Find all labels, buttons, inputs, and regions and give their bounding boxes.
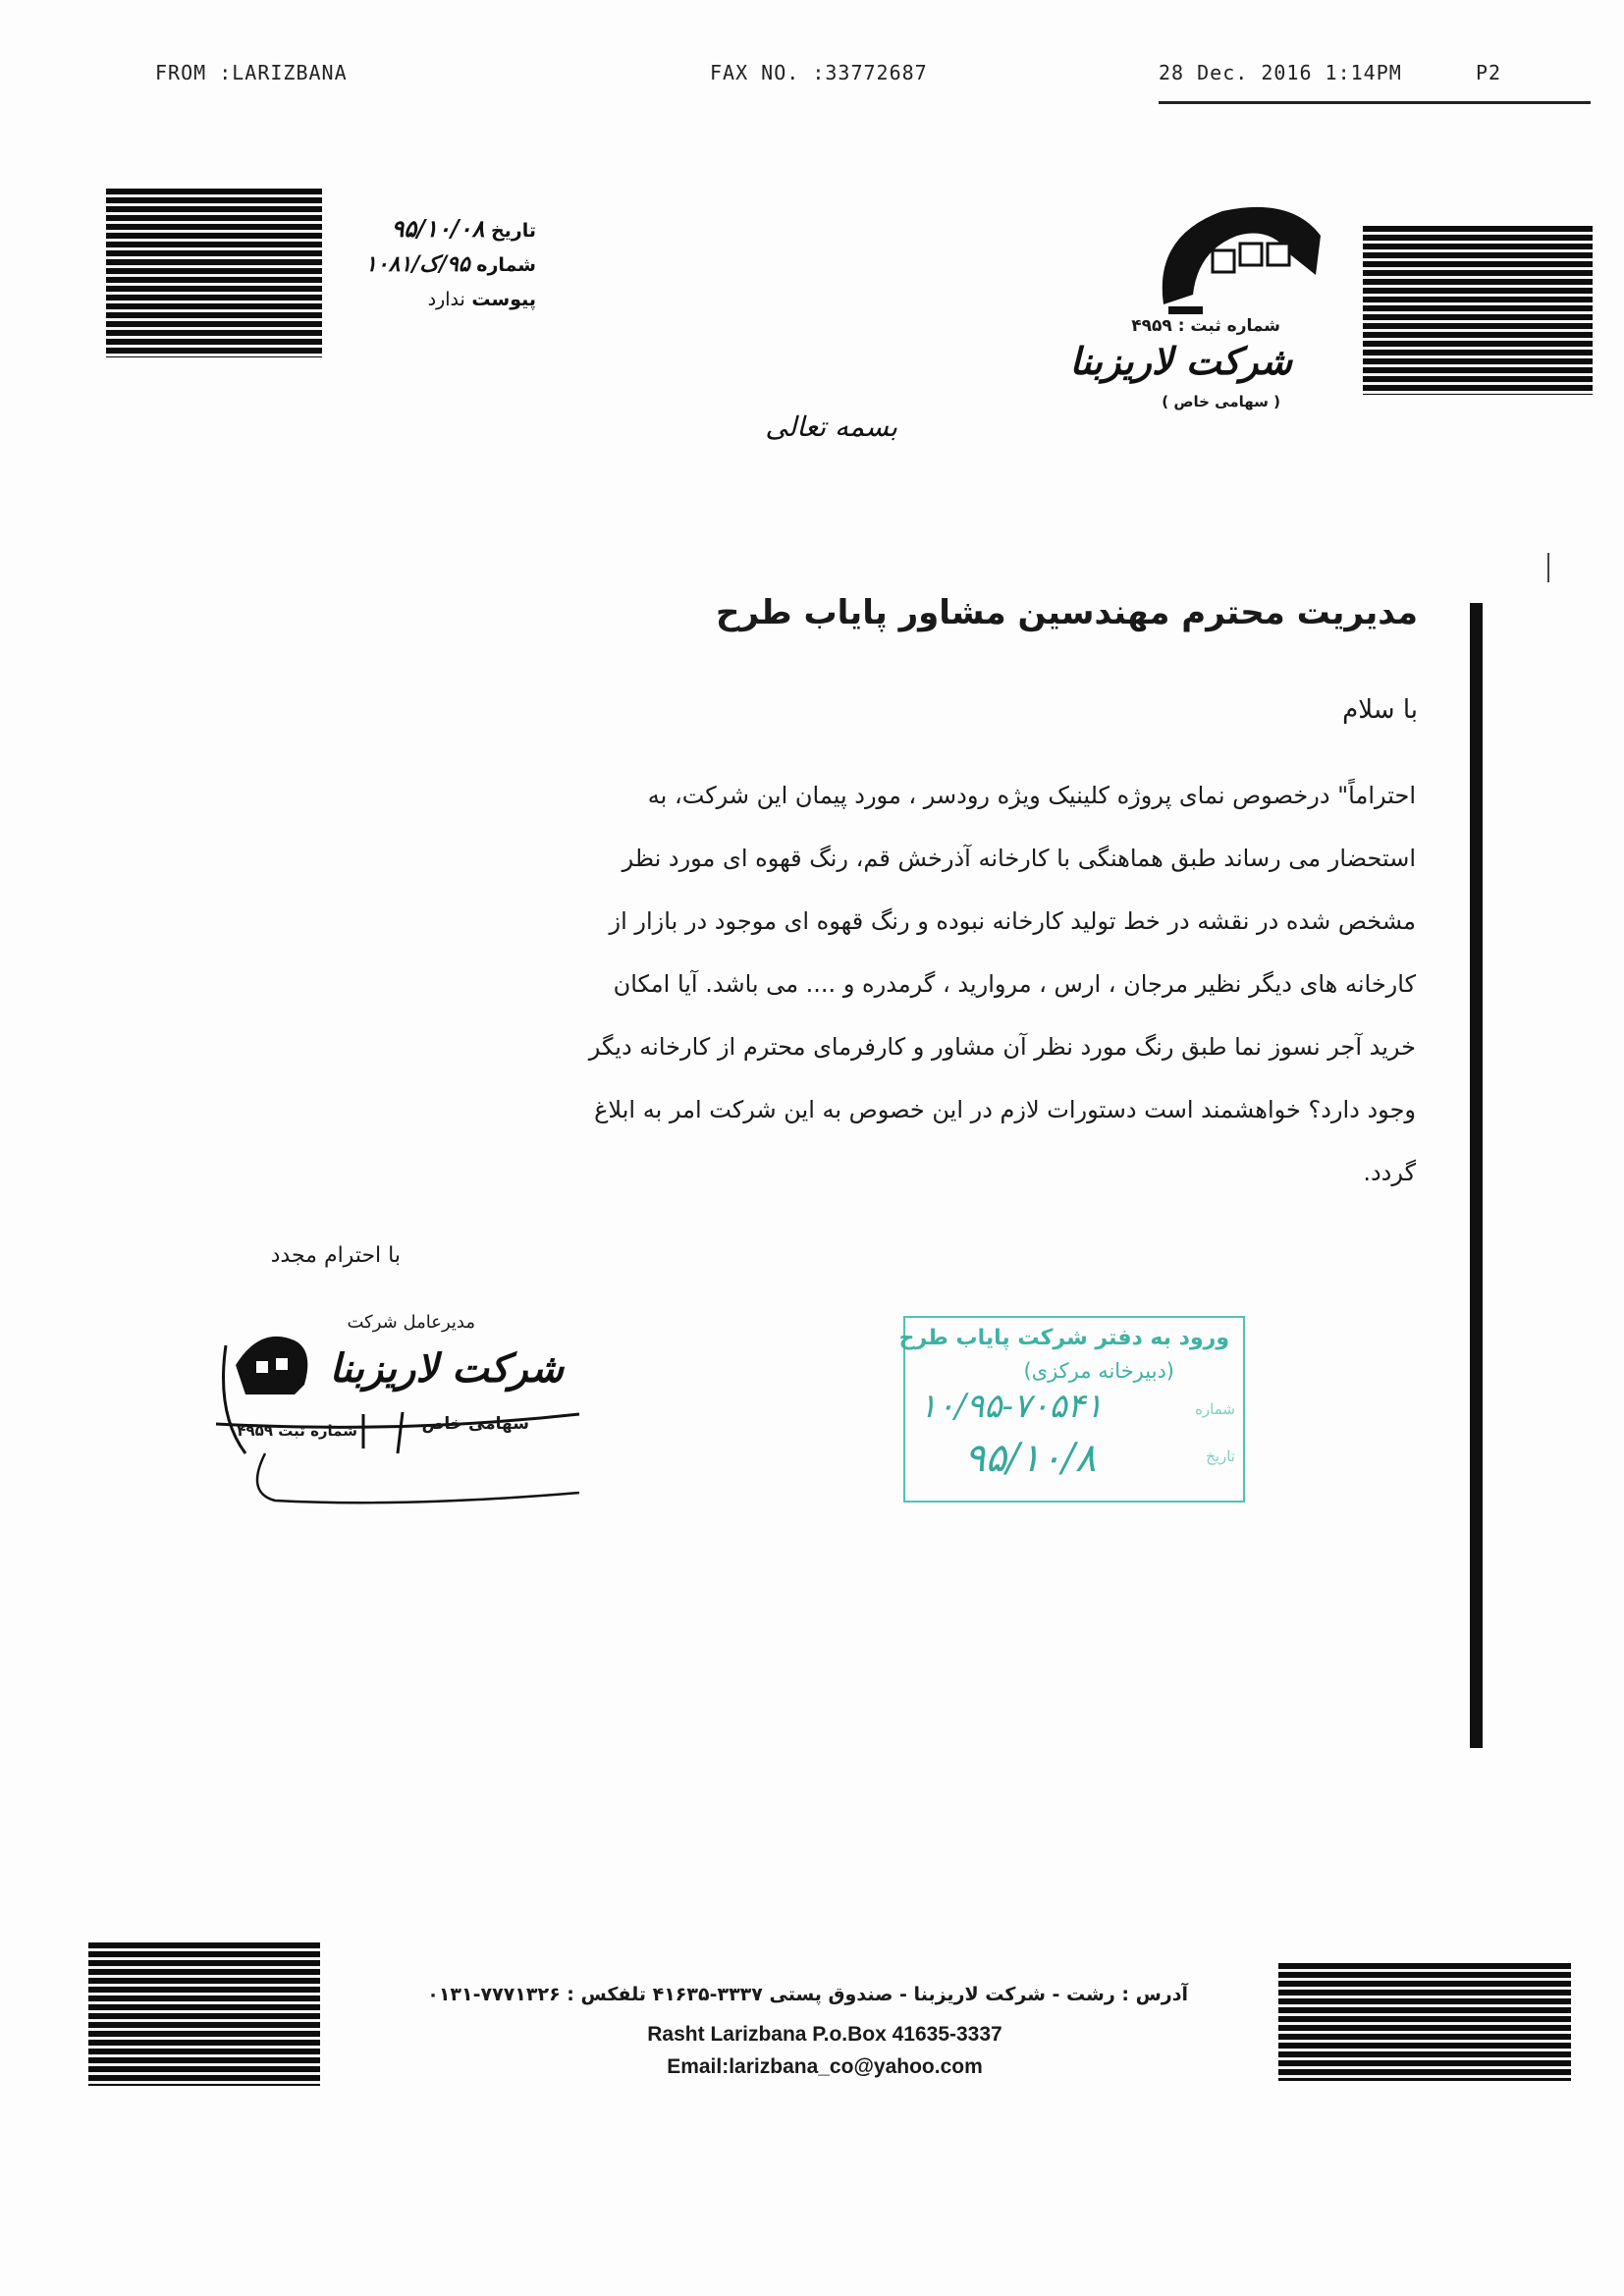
letter-body xyxy=(434,764,1416,1204)
signer-title: مدیرعامل شرکت xyxy=(347,1312,475,1333)
footer-address-en: Rasht Larizbana P.o.Box 41635-3337 xyxy=(647,2023,1002,2046)
margin-tick xyxy=(1547,553,1549,582)
receipt-number-label: شماره xyxy=(1195,1400,1235,1418)
body-line: وجود دارد؟ خواهشمند است دستورات لازم در این خصوص به این شرکت امر به ابلاغ xyxy=(594,1096,1416,1123)
body-line: گردد. xyxy=(1363,1159,1416,1186)
receipt-stamp-title: ورود به دفتر شرکت پایاب طرح xyxy=(898,1326,1229,1350)
receipt-date-value: ۹۵/۱۰/۸ xyxy=(964,1436,1097,1481)
receipt-number-value: ۱۰/۹۵-۷۰۵۴۱ xyxy=(919,1387,1104,1426)
recipient: مدیریت محترم مهندسین مشاور پایاب طرح xyxy=(715,593,1418,632)
letter-meta xyxy=(300,214,536,326)
redaction-bar-top-left xyxy=(106,189,322,357)
fax-datetime: 28 Dec. 2016 1:14PM xyxy=(1159,61,1402,84)
receipt-stamp-subtitle: (دبیرخانه مرکزی) xyxy=(1023,1359,1174,1383)
fax-from: FROM :LARIZBANA xyxy=(155,61,348,84)
redaction-bar-bottom-right xyxy=(1278,1963,1571,2081)
registration-number: شماره ثبت : ۴۹۵۹ xyxy=(1131,316,1280,336)
date-line xyxy=(300,214,536,251)
redaction-bar-top-right xyxy=(1363,226,1593,395)
body-line: استحضار می رساند طبق هماهنگی با کارخانه آذرخش قم، رنگ قهوه ای مورد نظر xyxy=(622,845,1416,872)
number-line xyxy=(300,251,536,289)
body-line: کارخانه های دیگر نظیر مرجان ، ارس ، مروارید ، گرمدره و .... می باشد. آیا امکان xyxy=(613,970,1416,998)
body-line: احتراماً" درخصوص نمای پروژه کلینیک ویژه رودسر ، مورد پیمان این شرکت، به xyxy=(647,782,1416,809)
fax-header-rule xyxy=(1159,101,1591,104)
date-value: ۹۵/۱۰/۰۸ xyxy=(391,214,485,243)
footer-address-fa: آدرس : رشت - شرکت لاریزبنا - صندوق پستی ۳۳۳۷-۴۱۶۳۵ تلفکس : ۷۷۷۱۳۲۶-۰۱۳۱ xyxy=(427,1984,1188,2005)
fax-number: FAX NO. :33772687 xyxy=(710,61,928,84)
attachment-label: پیوست xyxy=(471,289,536,310)
margin-bar xyxy=(1470,603,1483,1748)
receipt-stamp xyxy=(898,1316,1245,1503)
receipt-date-label: تاریخ xyxy=(1206,1448,1235,1465)
company-logo-icon xyxy=(1144,196,1340,324)
body-line: مشخص شده در نقشه در خط تولید کارخانه نبوده و رنگ قهوه ای موجود در بازار از xyxy=(609,907,1416,935)
signature-stamp-reg: شماره ثبت ۴۹۵۹ xyxy=(237,1422,357,1440)
company-type: ( سهامی خاص ) xyxy=(1162,393,1280,410)
number-value: ۹۵/ک/۱۰۸۱ xyxy=(364,251,470,277)
date-label: تاریخ xyxy=(490,220,536,242)
greeting: با سلام xyxy=(1342,695,1418,725)
fax-page: P2 xyxy=(1476,61,1502,84)
attachment-value: ندارد xyxy=(427,289,465,310)
body-line: خرید آجر نسوز نما طبق رنگ مورد نظر آن مشاور و کارفرمای محترم از کارخانه دیگر xyxy=(588,1033,1416,1061)
attachment-line xyxy=(300,289,536,326)
footer-email: Email:larizbana_co@yahoo.com xyxy=(667,2055,983,2078)
invocation: بسمه تعالی xyxy=(765,410,897,443)
number-label: شماره xyxy=(476,254,536,276)
signature-stamp-icon xyxy=(206,1306,599,1522)
signature-stamp-name: شرکت لاریزبنا xyxy=(329,1345,564,1392)
closing: با احترام مجدد xyxy=(270,1243,401,1268)
company-name: شرکت لاریزبنا xyxy=(1069,339,1292,383)
redaction-bar-bottom-left xyxy=(88,1942,320,2086)
signature-stamp-type: سهامی خاص xyxy=(421,1414,529,1434)
